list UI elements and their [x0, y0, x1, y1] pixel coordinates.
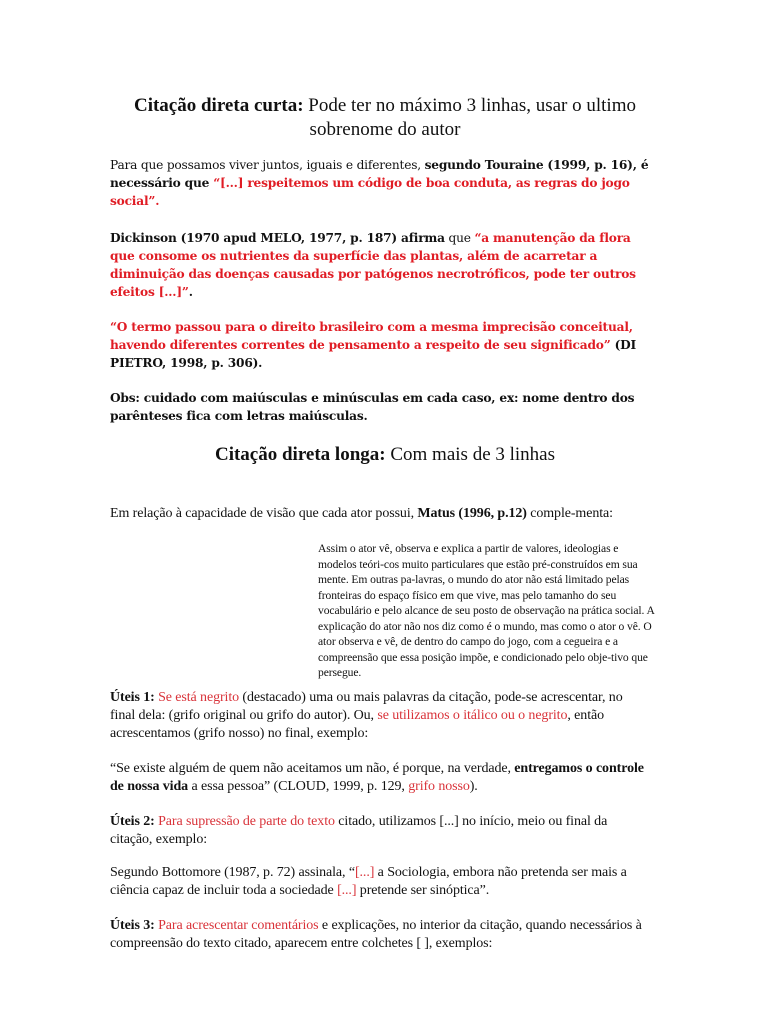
highlight-text: grifo nosso — [408, 779, 470, 794]
text-plain: a Sociologia, embora não pretenda ser mais a ciência capaz de incluir toda a sociedade — [110, 865, 627, 898]
highlight-text: Para acrescentar comentários — [154, 918, 319, 933]
block-quote: Assim o ator vê, observa e explica a partir de valores, ideologias e modelos teóri-cos muito particulares que estão pré-construídos em sua mente. Em outras pa-lavras, o mundo do ator não está limitado pelas fronteiras do espaço físico em que vive, mas pelo tamanho do seu vocabulário e pelo alcance de seu posto de observação na prática social. A explicação do ator não nos diz como é o mundo, mas como o ator o vê. O ator observa e vê, de dentro do campo do jogo, com a cegueira e a compreensão que essa posição impõe, e condicionado pelo obje-tivo que persegue. — [318, 542, 655, 679]
text-plain: Segundo Bottomore (1987, p. 72) assinala, “ — [110, 865, 355, 880]
heading-long-citation — [100, 443, 670, 467]
text-plain: e explicações, no interior da citação, quando necessários à compreensão do texto citado, aparecem entre colchetes [ ], exemplos: — [110, 918, 642, 951]
paragraph-dickinson — [110, 229, 650, 301]
text-plain: que — [444, 231, 475, 245]
highlight-text: se utilizamos o itálico ou o negrito — [377, 708, 568, 723]
text-plain: Para que possamos viver juntos, iguais e diferentes, — [110, 158, 425, 172]
text-plain: citado, utilizamos [...] no início, meio ou final da citação, exemplo: — [110, 814, 608, 847]
paragraph-example-cloud — [110, 760, 650, 796]
text-plain: pretende ser sinóptica”. — [356, 883, 490, 898]
uteis-label: Úteis 2: — [110, 814, 155, 829]
highlight-text: [...] — [337, 883, 357, 898]
uteis-label: Úteis 3: — [110, 918, 155, 933]
heading-short-bold: Citação direta curta: — [133, 95, 304, 116]
uteis-label: Úteis 1: — [110, 690, 155, 705]
citation-author: Dickinson (1970 apud MELO, 1977, p. 187) afirma — [110, 231, 445, 245]
paragraph-touraine — [110, 156, 650, 210]
obs-note: Obs: cuidado com maiúsculas e minúsculas em cada caso, ex: nome dentro dos parênteses fica com letras maiúsculas. — [110, 391, 635, 423]
highlight-text: [...] — [354, 865, 375, 880]
highlight-text: Se está negrito — [154, 690, 240, 705]
highlight-text: Para supressão de parte do texto — [154, 814, 335, 829]
heading-long-rest: Com mais de 3 linhas — [385, 444, 556, 465]
bold-text: entregamos o controle de nossa vida — [110, 761, 644, 794]
heading-long-bold: Citação direta longa: — [214, 444, 386, 465]
paragraph-example-bottomore — [110, 864, 650, 900]
text-plain: (destacado) uma ou mais palavras da citação, pode-se acrescentar, no final dela: (grifo original ou grifo do autor). Ou, — [110, 690, 623, 723]
text-end: . — [155, 194, 160, 208]
heading-short-citation — [100, 94, 670, 142]
citation-author: segundo Touraine (1999, p. 16), é necessário que — [110, 158, 649, 190]
heading-short-rest: Pode ter no máximo 3 linhas, usar o ultimo — [303, 95, 636, 116]
text-end: ). — [469, 779, 478, 794]
paragraph-uteis-3 — [110, 917, 650, 953]
quote-text: “[...] respeitemos um código de boa conduta, as regras do jogo social” — [110, 176, 630, 208]
paragraph-uteis-1 — [110, 689, 650, 743]
text-end: . — [188, 285, 193, 299]
citation-author: (DI PIETRO, 1998, p. 306). — [110, 338, 637, 370]
citation-author: Matus (1996, p.12) — [417, 506, 527, 521]
text-end: comple-menta: — [526, 506, 613, 521]
text-plain: Em relação à capacidade de visão que cada ator possui, — [110, 506, 418, 521]
paragraph-matus-intro — [110, 505, 650, 523]
text-plain: a essa pessoa” (CLOUD, 1999, p. 129, — [188, 779, 409, 794]
quote-text: “O termo passou para o direito brasileiro com a mesma imprecisão conceitual, havendo diferentes correntes de pensamento a respeito de seu significado” — [110, 320, 633, 352]
quote-text: “a manutenção da flora que consome os nutrientes da superfície das plantas, além de acarretar a diminuição das doenças causadas por patógenos necrotróficos, pode ter outros efeitos [...]” — [110, 231, 636, 299]
heading-short-line2: sobrenome do autor — [309, 119, 461, 140]
text-plain: , então acrescentamos (grifo nosso) no final, exemplo: — [110, 708, 604, 741]
paragraph-di-pietro — [110, 318, 650, 372]
text-plain: “Se existe alguém de quem não aceitamos um não, é porque, na verdade, — [110, 761, 515, 776]
paragraph-uteis-2 — [110, 813, 650, 849]
